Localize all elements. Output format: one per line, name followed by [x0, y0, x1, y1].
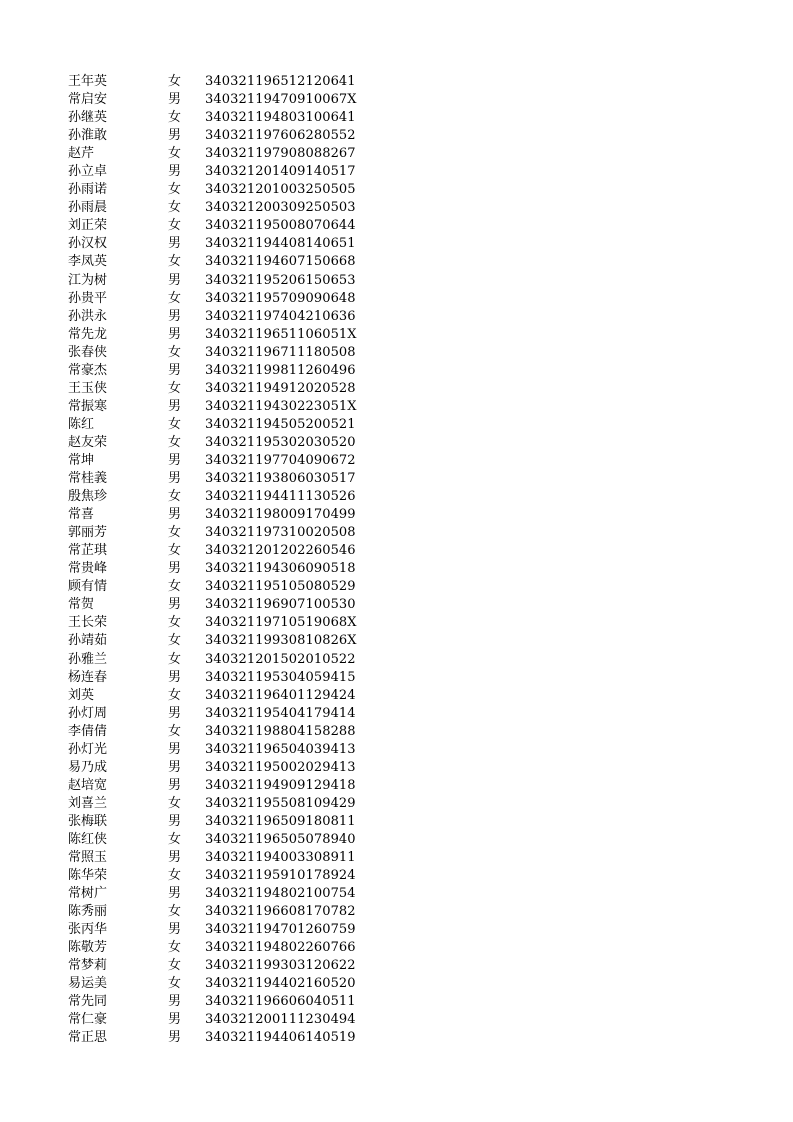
list-row	[0, 1029, 793, 1047]
person-gender: 男	[168, 759, 182, 775]
person-id-number: 340321194701260759	[205, 922, 356, 938]
person-name: 杨连春	[68, 669, 108, 685]
person-gender: 女	[168, 416, 182, 432]
person-name: 孙雨晨	[68, 200, 108, 216]
person-id-number: 340321194802100754	[205, 886, 356, 902]
person-id-number: 340321196505078940	[205, 831, 356, 847]
person-gender: 男	[168, 741, 182, 757]
person-gender: 男	[168, 705, 182, 721]
person-id-number: 340321194607150668	[205, 254, 356, 270]
person-gender: 女	[168, 344, 182, 360]
list-row	[0, 434, 793, 452]
list-row	[0, 73, 793, 91]
person-name: 易乃成	[68, 759, 108, 775]
person-gender: 男	[168, 850, 182, 866]
person-name: 易运美	[68, 976, 108, 992]
person-name: 常喜	[68, 507, 95, 523]
person-gender: 女	[168, 200, 182, 216]
person-gender: 男	[168, 452, 182, 468]
person-name: 孙淮敢	[68, 128, 108, 144]
person-name: 孙汉权	[68, 236, 108, 252]
list-row	[0, 217, 793, 235]
list-row	[0, 145, 793, 163]
person-id-number: 340321195404179414	[205, 705, 356, 721]
person-gender: 男	[168, 669, 182, 685]
person-id-number: 340321200309250503	[205, 200, 356, 216]
person-id-number: 340321195105080529	[205, 579, 356, 595]
person-name: 刘英	[68, 687, 95, 703]
person-id-number: 340321196401129424	[205, 687, 356, 703]
person-name: 王玉侠	[68, 380, 108, 396]
person-id-number: 340321194411130526	[205, 489, 356, 505]
person-id-number: 340321197606280552	[205, 128, 356, 144]
person-gender: 女	[168, 74, 182, 89]
person-name: 孙继英	[68, 110, 108, 126]
person-id-number: 34032119470910067X	[205, 92, 357, 108]
person-gender: 女	[168, 633, 182, 649]
person-name: 殷焦珍	[68, 489, 108, 505]
person-gender: 女	[168, 651, 182, 667]
list-row	[0, 163, 793, 181]
list-row	[0, 326, 793, 344]
list-row	[0, 506, 793, 524]
person-name: 孙灯光	[68, 741, 108, 757]
person-name: 陈红侠	[68, 831, 108, 847]
list-row	[0, 127, 793, 145]
person-name: 张春侠	[68, 344, 108, 360]
person-id-number: 340321201202260546	[205, 543, 356, 559]
person-gender: 男	[168, 362, 182, 378]
list-row	[0, 795, 793, 813]
list-row	[0, 651, 793, 669]
person-gender: 男	[168, 777, 182, 793]
person-gender: 男	[168, 236, 182, 252]
person-name: 王年英	[68, 74, 108, 89]
person-id-number: 340321196606040511	[205, 994, 356, 1010]
person-id-number: 340321194909129418	[205, 777, 356, 793]
person-gender: 女	[168, 434, 182, 450]
person-name: 陈秀丽	[68, 904, 108, 920]
person-name: 常先龙	[68, 326, 108, 342]
list-row	[0, 669, 793, 687]
person-id-number: 340321197404210636	[205, 308, 356, 324]
person-name: 赵友荣	[68, 434, 108, 450]
person-id-number: 340321196509180811	[205, 813, 356, 829]
person-id-number: 340321194003308911	[205, 850, 356, 866]
list-row	[0, 939, 793, 957]
person-id-number: 34032119710519068X	[205, 615, 357, 631]
list-row	[0, 542, 793, 560]
person-name: 常桂義	[68, 471, 108, 487]
list-row	[0, 470, 793, 488]
list-row	[0, 867, 793, 885]
person-gender: 女	[168, 958, 182, 974]
list-row	[0, 524, 793, 542]
list-row	[0, 416, 793, 434]
person-name: 张丙华	[68, 922, 108, 938]
list-row	[0, 109, 793, 127]
list-row	[0, 308, 793, 326]
person-name: 张梅联	[68, 813, 108, 829]
person-name: 常先同	[68, 994, 108, 1010]
list-row	[0, 903, 793, 921]
person-id-number: 340321196608170782	[205, 904, 356, 920]
person-name: 孙贵平	[68, 290, 108, 306]
person-name: 常照玉	[68, 850, 108, 866]
person-gender: 女	[168, 868, 182, 884]
list-row	[0, 957, 793, 975]
list-row	[0, 741, 793, 759]
person-name: 常启安	[68, 92, 108, 108]
person-id-number: 340321201003250505	[205, 182, 356, 198]
list-row	[0, 380, 793, 398]
list-row	[0, 705, 793, 723]
list-row	[0, 91, 793, 109]
person-name: 赵培宽	[68, 777, 108, 793]
person-id-number: 340321194803100641	[205, 110, 356, 126]
person-gender: 男	[168, 128, 182, 144]
list-row	[0, 632, 793, 650]
person-id-number: 340321195304059415	[205, 669, 356, 685]
person-gender: 女	[168, 543, 182, 559]
person-name: 常振寒	[68, 398, 108, 414]
list-row	[0, 362, 793, 380]
person-id-number: 340321195206150653	[205, 272, 356, 288]
person-gender: 女	[168, 218, 182, 234]
list-row	[0, 614, 793, 632]
person-id-number: 340321196711180508	[205, 344, 356, 360]
person-id-number: 340321199303120622	[205, 958, 356, 974]
person-name: 陈敬芳	[68, 940, 108, 956]
person-id-number: 340321197908088267	[205, 146, 356, 162]
list-row	[0, 235, 793, 253]
list-row	[0, 975, 793, 993]
list-row	[0, 596, 793, 614]
person-id-number: 340321198804158288	[205, 723, 356, 739]
person-name: 常贵峰	[68, 561, 108, 577]
person-name: 常梦莉	[68, 958, 108, 974]
list-row	[0, 849, 793, 867]
list-row	[0, 777, 793, 795]
person-gender: 女	[168, 110, 182, 126]
person-name: 常贺	[68, 597, 95, 613]
person-id-number: 34032119430223051X	[205, 398, 357, 414]
person-name: 常仁豪	[68, 1012, 108, 1028]
person-id-number: 340321199811260496	[205, 362, 356, 378]
person-name: 李凤英	[68, 254, 108, 270]
person-name: 陈红	[68, 416, 95, 432]
person-gender: 男	[168, 326, 182, 342]
list-row	[0, 993, 793, 1011]
list-row	[0, 344, 793, 362]
person-gender: 男	[168, 471, 182, 487]
person-name: 孙洪永	[68, 308, 108, 324]
person-gender: 女	[168, 525, 182, 541]
person-gender: 女	[168, 976, 182, 992]
person-gender: 女	[168, 831, 182, 847]
person-gender: 男	[168, 398, 182, 414]
person-name: 刘喜兰	[68, 795, 108, 811]
person-id-number: 340321193806030517	[205, 471, 356, 487]
list-row	[0, 813, 793, 831]
list-row	[0, 398, 793, 416]
person-gender: 男	[168, 507, 182, 523]
person-id-number: 340321194406140519	[205, 1030, 356, 1046]
person-name: 孙灯周	[68, 705, 108, 721]
person-id-number: 340321196512120641	[205, 74, 356, 89]
person-name: 常豪杰	[68, 362, 108, 378]
person-gender: 女	[168, 380, 182, 396]
person-id-number: 340321195709090648	[205, 290, 356, 306]
person-name: 孙雅兰	[68, 651, 108, 667]
person-id-number: 340321194505200521	[205, 416, 356, 432]
person-gender: 女	[168, 795, 182, 811]
person-name: 常正思	[68, 1030, 108, 1046]
list-row	[0, 885, 793, 903]
person-gender: 女	[168, 579, 182, 595]
list-row	[0, 921, 793, 939]
list-row	[0, 253, 793, 271]
person-gender: 女	[168, 146, 182, 162]
person-gender: 男	[168, 561, 182, 577]
list-row	[0, 181, 793, 199]
person-id-number: 340321198009170499	[205, 507, 356, 523]
person-name: 孙立卓	[68, 164, 108, 180]
person-gender: 男	[168, 164, 182, 180]
person-name: 陈华荣	[68, 868, 108, 884]
person-name: 李倩倩	[68, 723, 108, 739]
person-id-number: 340321201409140517	[205, 164, 356, 180]
person-gender: 女	[168, 290, 182, 306]
person-gender: 男	[168, 92, 182, 108]
person-name: 顾有情	[68, 579, 108, 595]
person-id-number: 340321195008070644	[205, 218, 356, 234]
person-gender: 男	[168, 886, 182, 902]
person-list	[0, 73, 793, 1048]
list-row	[0, 488, 793, 506]
person-id-number: 340321197704090672	[205, 452, 356, 468]
person-id-number: 340321194408140651	[205, 236, 356, 252]
person-gender: 女	[168, 489, 182, 505]
person-gender: 男	[168, 272, 182, 288]
person-gender: 女	[168, 723, 182, 739]
list-row	[0, 452, 793, 470]
person-id-number: 340321195508109429	[205, 795, 356, 811]
person-id-number: 340321195302030520	[205, 434, 356, 450]
list-row	[0, 723, 793, 741]
person-gender: 男	[168, 597, 182, 613]
person-name: 常芷琪	[68, 543, 108, 559]
person-id-number: 340321194912020528	[205, 380, 356, 396]
person-name: 孙靖茹	[68, 633, 108, 649]
list-row	[0, 1011, 793, 1029]
list-row	[0, 687, 793, 705]
person-id-number: 34032119651106051X	[205, 326, 357, 342]
person-gender: 女	[168, 182, 182, 198]
list-row	[0, 831, 793, 849]
person-id-number: 340321200111230494	[205, 1012, 356, 1028]
person-name: 常树广	[68, 886, 108, 902]
person-name: 江为树	[68, 272, 108, 288]
person-id-number: 340321194402160520	[205, 976, 356, 992]
person-gender: 女	[168, 940, 182, 956]
list-row	[0, 272, 793, 290]
list-row	[0, 560, 793, 578]
person-id-number: 340321197310020508	[205, 525, 356, 541]
person-id-number: 340321196907100530	[205, 597, 356, 613]
list-row	[0, 290, 793, 308]
person-name: 赵芹	[68, 146, 95, 162]
person-gender: 男	[168, 308, 182, 324]
person-id-number: 340321195910178924	[205, 868, 356, 884]
person-gender: 女	[168, 615, 182, 631]
person-name: 孙雨诺	[68, 182, 108, 198]
list-row	[0, 199, 793, 217]
person-id-number: 34032119930810826X	[205, 633, 357, 649]
person-gender: 男	[168, 994, 182, 1010]
person-name: 王长荣	[68, 615, 108, 631]
person-name: 郭丽芳	[68, 525, 108, 541]
list-row	[0, 578, 793, 596]
person-id-number: 340321195002029413	[205, 759, 356, 775]
person-gender: 男	[168, 1012, 182, 1028]
person-gender: 男	[168, 813, 182, 829]
person-gender: 女	[168, 687, 182, 703]
person-gender: 男	[168, 1030, 182, 1046]
person-name: 常坤	[68, 452, 95, 468]
person-name: 刘正荣	[68, 218, 108, 234]
list-row	[0, 759, 793, 777]
person-id-number: 340321196504039413	[205, 741, 356, 757]
person-id-number: 340321194306090518	[205, 561, 356, 577]
person-gender: 女	[168, 904, 182, 920]
person-gender: 女	[168, 254, 182, 270]
person-id-number: 340321194802260766	[205, 940, 356, 956]
person-id-number: 340321201502010522	[205, 651, 356, 667]
person-gender: 男	[168, 922, 182, 938]
